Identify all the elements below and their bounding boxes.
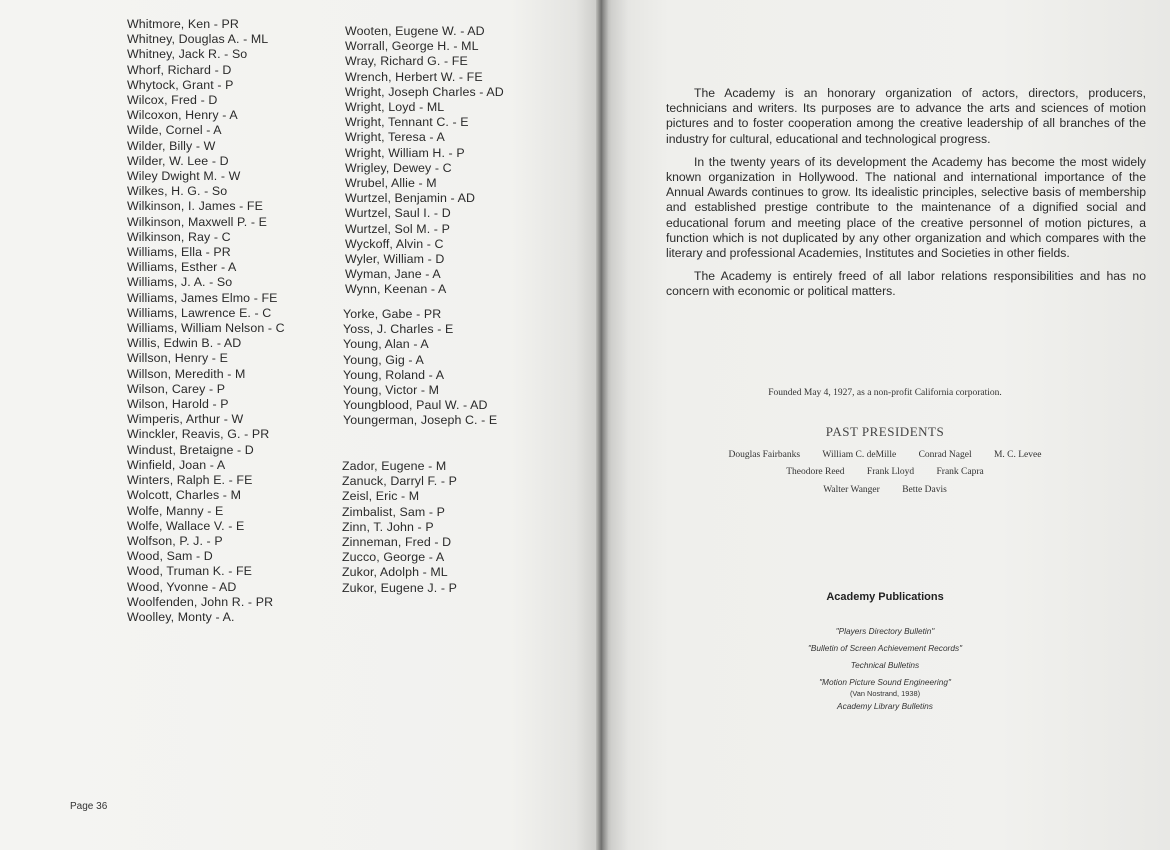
member-entry: Wrench, Herbert W. - FE: [345, 69, 483, 84]
past-presidents-row: [600, 485, 1170, 495]
member-entry: Wray, Richard G. - FE: [345, 54, 468, 69]
member-entry: Wright, Joseph Charles - AD: [345, 84, 504, 99]
member-entry: Wolfson, P. J. - P: [127, 533, 223, 548]
member-entry: Wolfe, Wallace V. - E: [127, 518, 245, 533]
member-entry: Young, Alan - A: [343, 337, 429, 352]
president-name: M. C. Levee: [993, 450, 1042, 460]
past-presidents-row: [600, 450, 1170, 460]
member-entry: Winters, Ralph E. - FE: [127, 473, 253, 488]
member-entry: Wooten, Eugene W. - AD: [345, 24, 485, 38]
founding-note: Founded May 4, 1927, as a non-profit California corporation.: [768, 388, 1002, 398]
member-entry: Wright, William H. - P: [345, 145, 465, 160]
member-entry: Worrall, George H. - ML: [345, 39, 479, 54]
president-name: Bette Davis: [902, 485, 947, 495]
member-entry: Whytock, Grant - P: [127, 77, 234, 92]
member-entry: Wilder, Billy - W: [127, 138, 216, 153]
member-entry: Wurtzel, Saul I. - D: [345, 206, 451, 221]
member-entry: Zeisl, Eric - M: [342, 489, 420, 504]
president-name: Douglas Fairbanks: [728, 450, 801, 460]
president-name: Walter Wanger: [823, 485, 880, 495]
member-entry: Woolfenden, John R. - PR: [127, 594, 274, 609]
member-entry: Whitney, Douglas A. - ML: [127, 32, 269, 47]
member-entry: Wright, Teresa - A: [345, 130, 445, 145]
past-presidents-heading: PAST PRESIDENTS: [825, 424, 945, 439]
member-entry: Wrigley, Dewey - C: [345, 160, 452, 175]
president-name: Conrad Nagel: [918, 450, 972, 460]
member-entry: Whitmore, Ken - PR: [127, 17, 239, 31]
president-name: Theodore Reed: [786, 467, 845, 477]
member-entry: Youngerman, Joseph C. - E: [343, 413, 498, 428]
book-gutter: [596, 0, 608, 850]
member-entry: Wright, Loyd - ML: [345, 100, 445, 115]
member-entry: Zukor, Eugene J. - P: [342, 580, 457, 595]
member-entry: Wilde, Cornel - A: [127, 123, 222, 138]
member-entry: Youngblood, Paul W. - AD: [343, 398, 488, 413]
publication-item: Technical Bulletins: [850, 660, 920, 670]
member-entry: Zador, Eugene - M: [342, 459, 447, 473]
member-entry: Williams, James Elmo - FE: [127, 290, 278, 305]
member-entry: Zinn, T. John - P: [342, 519, 434, 534]
description-paragraph: The Academy is entirely freed of all labor relations responsibilities and has no concern with economic or political matters.: [666, 269, 1146, 299]
member-entry: Yoss, J. Charles - E: [343, 322, 454, 337]
member-entry: Wyler, William - D: [345, 252, 445, 267]
member-entry: Zanuck, Darryl F. - P: [342, 474, 458, 489]
member-entry: Zinneman, Fred - D: [342, 535, 452, 550]
member-entry: Yorke, Gabe - PR: [343, 307, 442, 321]
academy-description: [666, 86, 1146, 308]
member-entry: Wilson, Harold - P: [127, 397, 229, 412]
member-entry: Young, Victor - M: [343, 383, 440, 398]
member-entry: Williams, J. A. - So: [127, 275, 233, 290]
member-entry: Wilkinson, I. James - FE: [127, 199, 263, 214]
member-entry: Whorf, Richard - D: [127, 62, 232, 77]
publication-item: "Bulletin of Screen Achievement Records": [807, 643, 963, 653]
description-paragraph: In the twenty years of its development the Academy has become the most widely known organization in Hollywood. The national and international importance of the Annual Awards continues to grow. Its idealistic principles, selective basis of membership and established prestige contribute to the maintenance of a dignified social and educational forum and meeting place of the creative personnel of motion pictures, a function which is not duplicated by any other organization and which compares with the literary and professional Academies, Institutes and Societies in other fields.: [666, 154, 1146, 261]
member-entry: Wurtzel, Benjamin - AD: [345, 191, 476, 206]
member-entry: Zimbalist, Sam - P: [342, 504, 446, 519]
member-entry: Williams, Lawrence E. - C: [127, 305, 272, 320]
president-name: Frank Lloyd: [866, 467, 915, 477]
member-entry: Williams, Esther - A: [127, 260, 237, 275]
member-entry: Wurtzel, Sol M. - P: [345, 221, 450, 236]
member-entry: Williams, William Nelson - C: [127, 321, 285, 336]
member-entry: Wyman, Jane - A: [345, 267, 441, 282]
member-entry: Wrubel, Allie - M: [345, 176, 437, 191]
member-entry: Wood, Yvonne - AD: [127, 579, 237, 594]
member-entry: Whitney, Jack R. - So: [127, 47, 248, 62]
publication-item: "Players Directory Bulletin": [835, 626, 935, 636]
member-entry: Zukor, Adolph - ML: [342, 565, 448, 580]
member-list-y-names: [343, 307, 497, 429]
member-entry: Young, Roland - A: [343, 367, 445, 382]
member-entry: Wolfe, Manny - E: [127, 503, 224, 518]
member-entry: Wilcox, Fred - D: [127, 93, 218, 108]
member-list-z-names: [342, 459, 457, 596]
member-entry: Wynn, Keenan - A: [345, 282, 447, 297]
publications-heading: Academy Publications: [826, 591, 944, 603]
publications-list: [600, 625, 1170, 717]
member-entry: Winckler, Reavis, G. - PR: [127, 427, 270, 442]
member-list-column-1: [127, 17, 285, 625]
member-entry: Windust, Bretaigne - D: [127, 442, 254, 457]
member-entry: Wolcott, Charles - M: [127, 488, 241, 503]
page-number: Page 36: [70, 801, 108, 812]
member-list-w-names: [345, 24, 504, 298]
member-entry: Willson, Henry - E: [127, 351, 228, 366]
president-name: Frank Capra: [936, 467, 984, 477]
president-name: William C. deMille: [822, 450, 897, 460]
member-entry: Wood, Truman K. - FE: [127, 564, 253, 579]
member-entry: Wimperis, Arthur - W: [127, 412, 244, 427]
member-entry: Wilder, W. Lee - D: [127, 153, 229, 168]
member-entry: Wilkinson, Maxwell P. - E: [127, 214, 267, 229]
member-entry: Winfield, Joan - A: [127, 457, 226, 472]
member-entry: Wilkes, H. G. - So: [127, 184, 228, 199]
member-entry: Young, Gig - A: [343, 352, 424, 367]
member-entry: Wood, Sam - D: [127, 549, 213, 564]
publication-item: Academy Library Bulletins: [837, 701, 933, 711]
member-entry: Wyckoff, Alvin - C: [345, 236, 444, 251]
member-entry: Wilcoxon, Henry - A: [127, 108, 238, 123]
description-paragraph: The Academy is an honorary organization of actors, directors, producers, technicians and writers. Its purposes are to advance the arts and sciences of motion pictures and to foster cooperation among the creative leadership of all branches of the industry for cultural, educational and technological progress.: [666, 86, 1146, 146]
member-entry: Wilkinson, Ray - C: [127, 229, 231, 244]
member-entry: Woolley, Monty - A.: [127, 609, 235, 624]
member-entry: Wilson, Carey - P: [127, 381, 226, 396]
member-entry: Zucco, George - A: [342, 550, 445, 565]
publication-note: (Van Nostrand, 1938): [849, 689, 921, 698]
member-entry: Wright, Tennant C. - E: [345, 115, 469, 130]
publication-item: "Motion Picture Sound Engineering": [819, 677, 951, 687]
member-entry: Wiley Dwight M. - W: [127, 169, 241, 184]
member-entry: Willson, Meredith - M: [127, 366, 246, 381]
right-page: [600, 0, 1170, 850]
member-entry: Williams, Ella - PR: [127, 245, 231, 260]
member-entry: Willis, Edwin B. - AD: [127, 336, 242, 351]
past-presidents-row: [600, 467, 1170, 477]
